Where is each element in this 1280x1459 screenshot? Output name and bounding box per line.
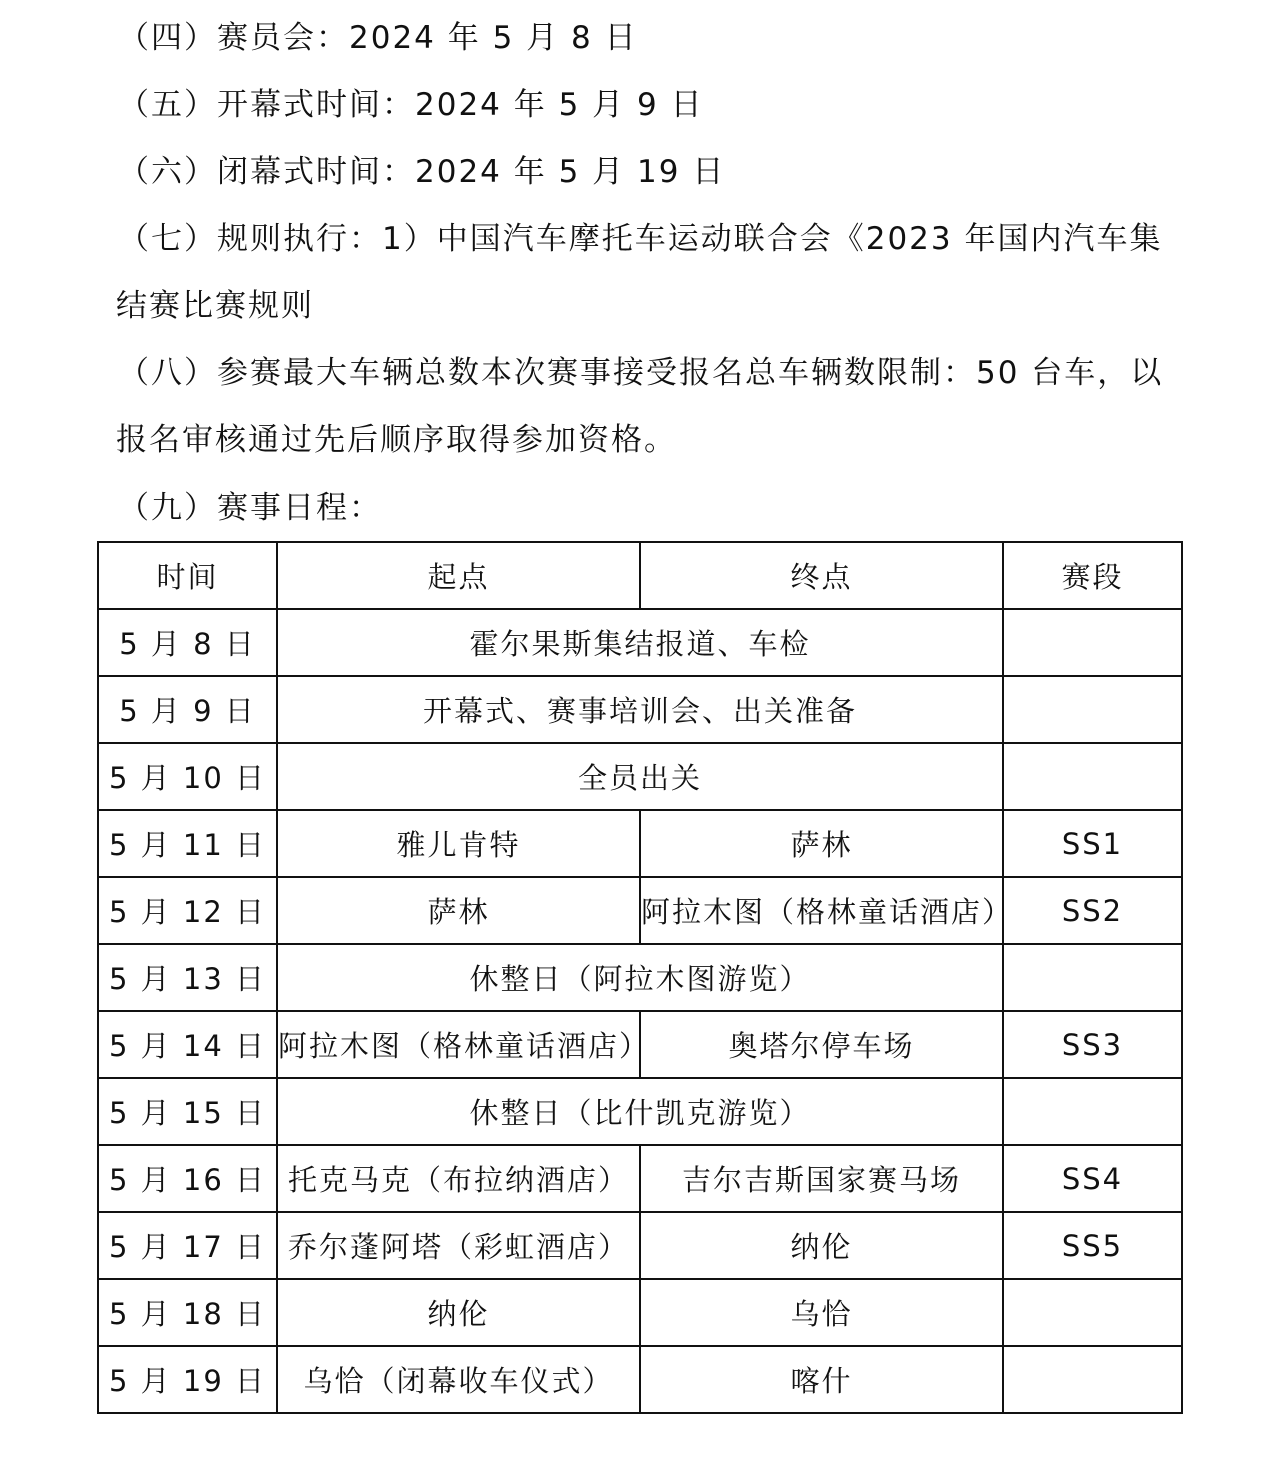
cell-date: 5 月 13 日 [98,944,277,1011]
cell-date: 5 月 16 日 [98,1145,277,1212]
table-row [98,743,1182,810]
table-row [98,877,1182,944]
cell-stage [1003,743,1182,810]
cell-end: 萨林 [640,810,1003,877]
cell-stage [1003,1346,1182,1413]
table-row [98,1212,1182,1279]
table-row [98,609,1182,676]
cell-start: 萨林 [277,877,640,944]
cell-date: 5 月 18 日 [98,1279,277,1346]
table-row [98,676,1182,743]
cell-start: 托克马克（布拉纳酒店） [277,1145,640,1212]
cell-stage: SS5 [1003,1212,1182,1279]
paragraph-council-date: （四）赛员会：2024 年 5 月 8 日 [118,20,638,56]
cell-stage [1003,609,1182,676]
cell-stage [1003,1279,1182,1346]
paragraph-rules-line-2: 结赛比赛规则 [116,288,314,324]
cell-date: 5 月 17 日 [98,1212,277,1279]
cell-date: 5 月 14 日 [98,1011,277,1078]
paragraph-schedule-heading: （九）赛事日程： [118,490,382,526]
cell-stage: SS4 [1003,1145,1182,1212]
cell-start: 雅儿肯特 [277,810,640,877]
table-row [98,1279,1182,1346]
table-row [98,1078,1182,1145]
table-row [98,810,1182,877]
cell-end: 阿拉木图（格林童话酒店） [640,877,1003,944]
table-header-row [98,542,1182,609]
table-row [98,944,1182,1011]
cell-stage [1003,1078,1182,1145]
paragraph-vehicle-limit-line-1: （八）参赛最大车辆总数本次赛事接受报名总车辆数限制：50 台车，以 [118,355,1164,391]
cell-date: 5 月 9 日 [98,676,277,743]
header-stage: 赛段 [1003,542,1182,609]
cell-stage: SS3 [1003,1011,1182,1078]
cell-date: 5 月 11 日 [98,810,277,877]
cell-start: 乔尔蓬阿塔（彩虹酒店） [277,1212,640,1279]
cell-activity: 休整日（阿拉木图游览） [277,944,1003,1011]
cell-end: 吉尔吉斯国家赛马场 [640,1145,1003,1212]
header-end: 终点 [640,542,1003,609]
cell-stage: SS2 [1003,877,1182,944]
cell-date: 5 月 8 日 [98,609,277,676]
paragraph-closing-date: （六）闭幕式时间：2024 年 5 月 19 日 [118,154,726,190]
paragraph-opening-date: （五）开幕式时间：2024 年 5 月 9 日 [118,87,704,123]
cell-stage: SS1 [1003,810,1182,877]
cell-date: 5 月 15 日 [98,1078,277,1145]
table-row [98,1346,1182,1413]
cell-start: 乌恰（闭幕收车仪式） [277,1346,640,1413]
cell-stage [1003,676,1182,743]
cell-start: 阿拉木图（格林童话酒店） [277,1011,640,1078]
cell-activity: 休整日（比什凯克游览） [277,1078,1003,1145]
cell-end: 乌恰 [640,1279,1003,1346]
paragraph-rules-line-1: （七）规则执行：1）中国汽车摩托车运动联合会《2023 年国内汽车集 [118,221,1163,257]
table-row [98,1011,1182,1078]
cell-end: 奥塔尔停车场 [640,1011,1003,1078]
table-row [98,1145,1182,1212]
cell-date: 5 月 12 日 [98,877,277,944]
paragraph-vehicle-limit-line-2: 报名审核通过先后顺序取得参加资格。 [116,422,677,458]
cell-date: 5 月 10 日 [98,743,277,810]
cell-activity: 全员出关 [277,743,1003,810]
schedule-table [97,541,1183,1414]
cell-date: 5 月 19 日 [98,1346,277,1413]
cell-activity: 霍尔果斯集结报道、车检 [277,609,1003,676]
cell-end: 喀什 [640,1346,1003,1413]
header-time: 时间 [98,542,277,609]
header-start: 起点 [277,542,640,609]
cell-end: 纳伦 [640,1212,1003,1279]
cell-stage [1003,944,1182,1011]
cell-activity: 开幕式、赛事培训会、出关准备 [277,676,1003,743]
cell-start: 纳伦 [277,1279,640,1346]
